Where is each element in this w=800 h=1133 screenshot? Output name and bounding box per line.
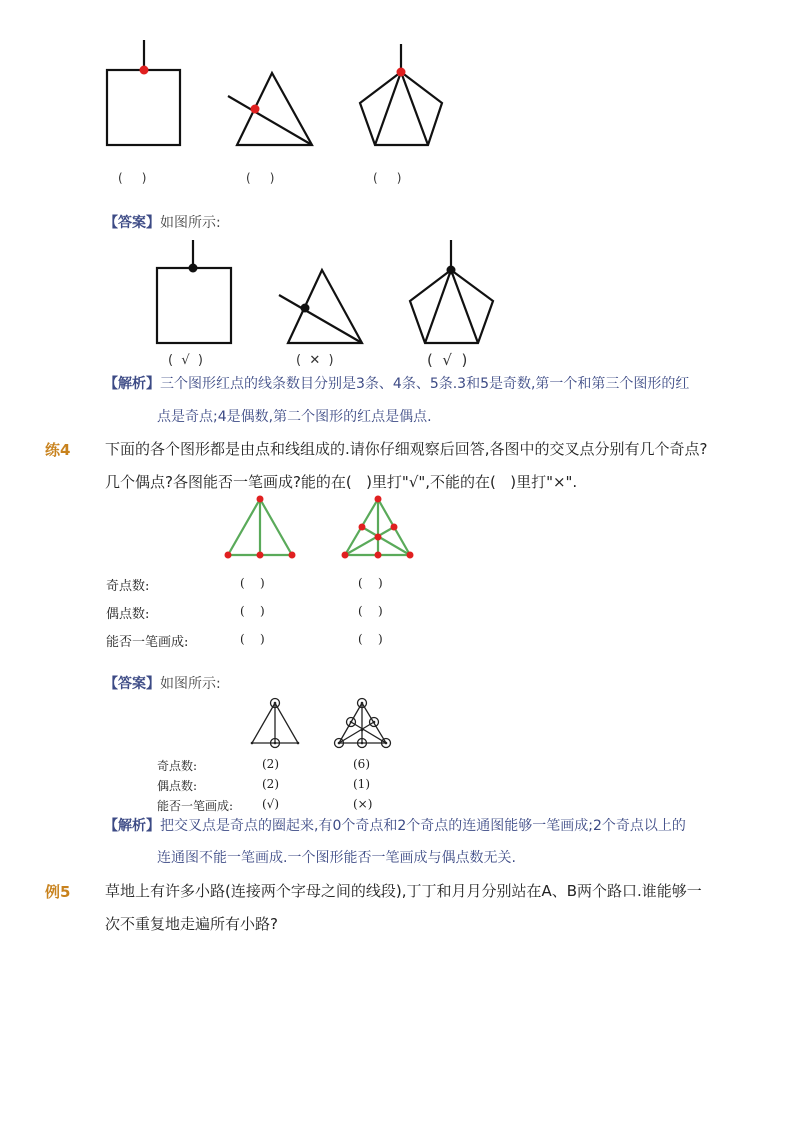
analysis1-line1: 【解析】三个图形红点的线条数目分别是3条、4条、5条.3和5是奇数,第一个和第三个图形的红: [104, 376, 690, 392]
ans-col2-odd: (6): [353, 757, 370, 771]
answer1-mark-1: ( √ ): [168, 353, 203, 368]
blank-onestroke-1[interactable]: ( ): [240, 632, 265, 646]
row-label-even: 偶点数:: [106, 607, 150, 622]
answer1-mark-3: ( √ ): [427, 351, 468, 369]
row-label-odd: 奇点数:: [106, 579, 150, 594]
answer2-heading: [104, 673, 221, 693]
answer-blank-1[interactable]: ( ): [118, 171, 147, 185]
blank-odd-2[interactable]: ( ): [358, 576, 383, 590]
blank-onestroke-2[interactable]: ( ): [358, 632, 383, 646]
example5-line2: 次不重复地走遍所有小路?: [105, 915, 278, 933]
square-shape: [107, 70, 180, 145]
practice4-line1: 下面的各个图形都是由点和线组成的.请你仔细观察后回答,各图中的交叉点分别有几个奇点?: [105, 440, 708, 458]
ans-row-label-onestroke: 能否一笔画成:: [157, 799, 234, 813]
red-point: [140, 66, 149, 75]
red-point: [397, 68, 406, 77]
practice4-label: 练4: [45, 441, 71, 459]
answer1-figures: [0, 230, 800, 370]
analysis2-line1: 【解析】把交叉点是奇点的圈起来,有0个奇点和2个奇点的连通图能够一笔画成;2个奇点以上的: [104, 818, 686, 834]
analysis2-line2: 连通图不能一笔画成.一个图形能否一笔画成与偶点数无关.: [157, 850, 516, 866]
ans-row-label-even: 偶点数:: [157, 779, 198, 793]
black-point: [301, 304, 310, 313]
analysis1-line2: 点是奇点;4是偶数,第二个图形的红点是偶点.: [157, 409, 432, 425]
ans-col1-even: (2): [262, 777, 279, 791]
answer-blank-3[interactable]: ( ): [373, 171, 402, 185]
black-point: [189, 264, 198, 273]
answer2-figures: [0, 695, 800, 755]
analysis-label: 【解析】: [104, 376, 160, 392]
ans-row-label-odd: 奇点数:: [157, 759, 198, 773]
blank-odd-1[interactable]: ( ): [240, 576, 265, 590]
answer-label: 【答案】: [104, 676, 160, 692]
answer-text: 如图所示:: [160, 676, 221, 692]
figure-square-top: [0, 0, 800, 170]
ans-col2-onestroke: (×): [353, 797, 373, 811]
answer-blank-2[interactable]: ( ): [246, 171, 275, 185]
pentagon-shape: [360, 72, 442, 145]
blank-even-1[interactable]: ( ): [240, 604, 265, 618]
ans-col1-onestroke: (√): [262, 797, 280, 811]
analysis-label: 【解析】: [104, 818, 160, 834]
practice4-figures: [0, 490, 800, 570]
ans-col2-even: (1): [353, 777, 370, 791]
black-point: [447, 266, 456, 275]
row-label-onestroke: 能否一笔画成:: [106, 635, 189, 650]
practice4-line2: 几个偶点?各图能否一笔画成?能的在( )里打"√",不能的在( )里打"×".: [105, 473, 578, 491]
answer1-mark-2: ( ✕ ): [296, 353, 334, 368]
blank-even-2[interactable]: ( ): [358, 604, 383, 618]
red-point: [251, 105, 260, 114]
answer1-heading: [104, 212, 221, 232]
example5-label: 例5: [45, 883, 71, 901]
example5-line1: 草地上有许多小路(连接两个字母之间的线段),丁丁和月月分别站在A、B两个路口.谁能够一: [105, 882, 702, 900]
answer-text: 如图所示:: [160, 215, 221, 231]
ans-col1-odd: (2): [262, 757, 279, 771]
answer-label: 【答案】: [104, 215, 160, 231]
